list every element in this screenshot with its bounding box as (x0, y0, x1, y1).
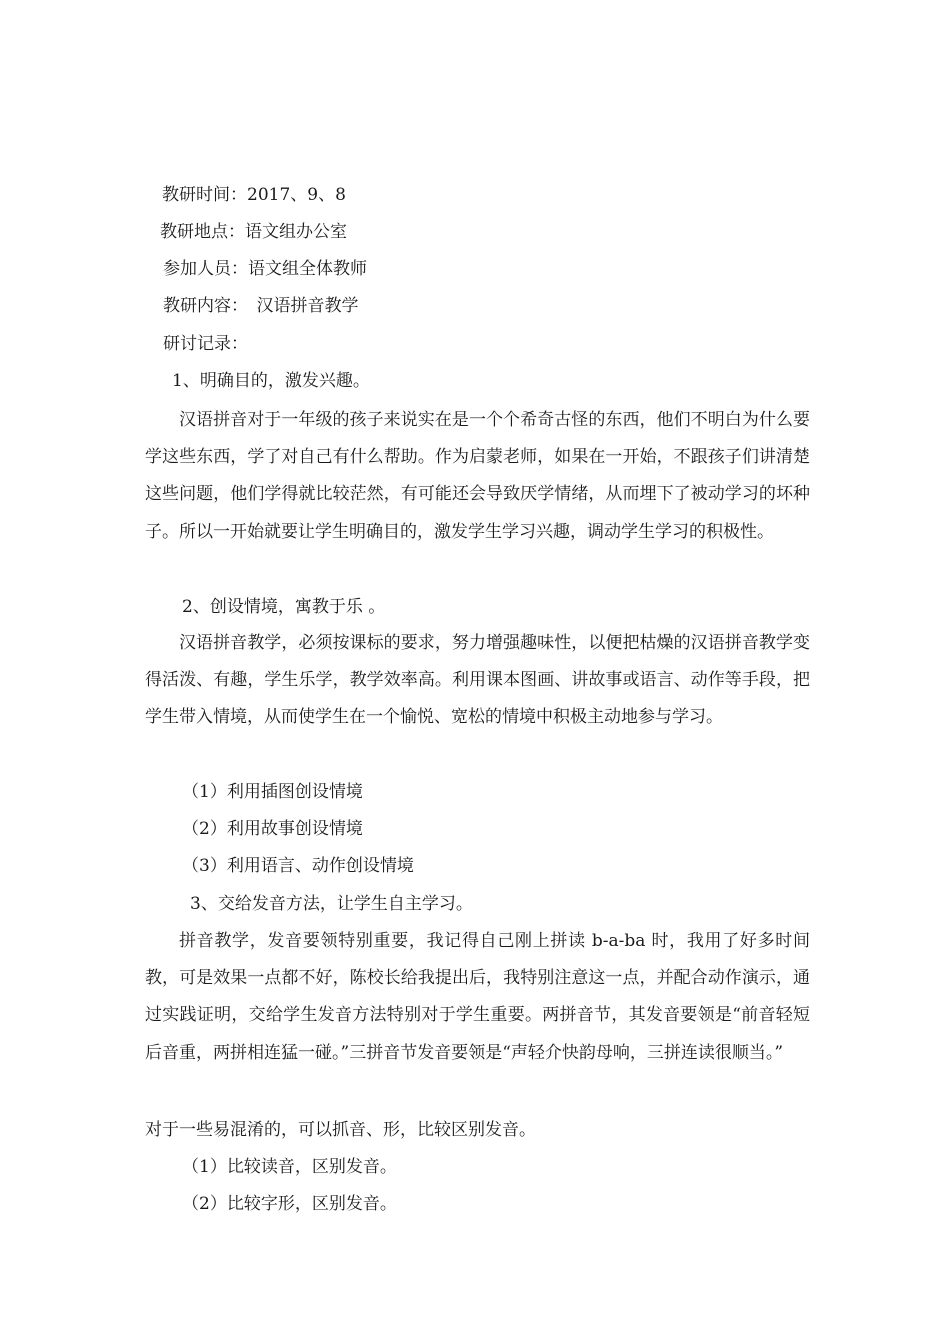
section-3-extra: 对于一些易混淆的，可以抓音、形，比较区别发音。 (145, 1120, 536, 1140)
research-content: 教研内容： 汉语拼音教学 (163, 296, 359, 316)
list-item: （2）比较字形，区别发音。 (182, 1194, 397, 1214)
list-item: （2）利用故事创设情境 (182, 819, 363, 839)
section-3-body: 拼音教学，发音要领特别重要，我记得自己刚上拼读 b-a-ba 时，我用了好多时间教，可是效果一点都不好，陈校长给我提出后，我特别注意这一点，并配合动作演示，通过实践证明，交给学生发音方法特别对于学生重要。两拼音节，其发音要领是“前音轻短后音重，两拼相连猛一碰。”三拼音节发音要领是“声轻介快韵母响，三拼连读很顺当。” (145, 931, 810, 1063)
section-2-body: 汉语拼音教学，必须按课标的要求，努力增强趣味性，以便把枯燥的汉语拼音教学变得活泼、有趣，学生乐学，教学效率高。利用课本图画、讲故事或语言、动作等手段，把学生带入情境，从而使学生在一个愉悦、宽松的情境中积极主动地参与学习。 (145, 633, 810, 728)
section-1-body: 汉语拼音对于一年级的孩子来说实在是一个个希奇古怪的东西，他们不明白为什么要学这些东西，学了对自己有什么帮助。作为启蒙老师，如果在一开始，不跟孩子们讲清楚这些问题，他们学得就比较茫然，有可能还会导致厌学情绪，从而埋下了被动学习的坏种子。所以一开始就要让学生明确目的，激发学生学习兴趣，调动学生学习的积极性。 (145, 410, 810, 542)
record-label: 研讨记录： (163, 334, 248, 354)
section-1-heading: 1、明确目的，激发兴趣。 (172, 371, 370, 391)
list-item: （3）利用语言、动作创设情境 (182, 856, 414, 876)
participants: 参加人员：语文组全体教师 (163, 259, 367, 279)
research-place: 教研地点：语文组办公室 (160, 222, 347, 242)
research-time: 教研时间：2017、9、8 (162, 185, 346, 205)
list-item: （1）比较读音，区别发音。 (182, 1157, 397, 1177)
list-item: （1）利用插图创设情境 (182, 782, 363, 802)
section-3-heading: 3、交给发音方法，让学生自主学习。 (190, 894, 473, 914)
section-2-heading: 2、创设情境，寓教于乐 。 (182, 597, 386, 617)
